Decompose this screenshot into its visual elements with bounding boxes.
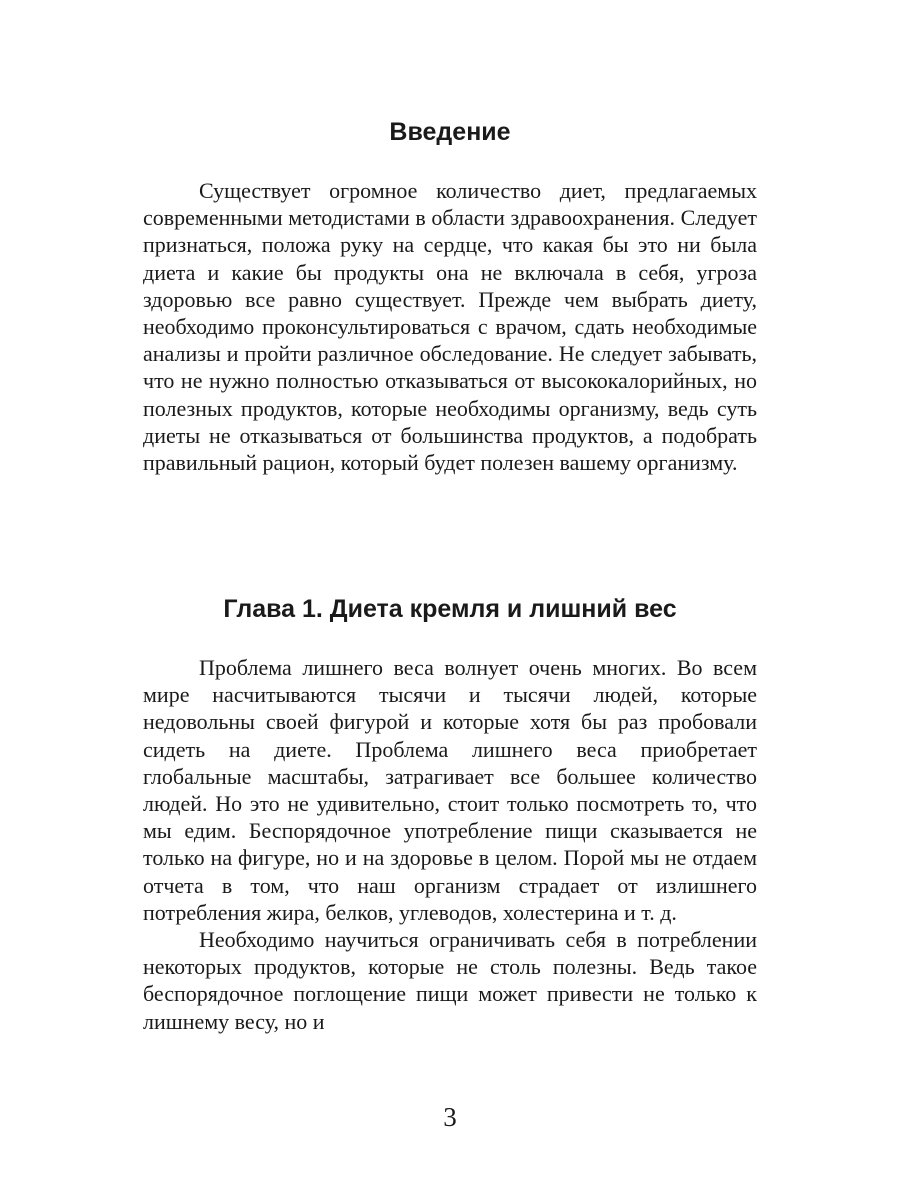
page-number: 3 [443,1102,457,1132]
intro-heading: Введение [389,118,511,146]
chapter-text [143,654,757,1035]
intro-text [143,177,757,476]
chapter-paragraph-2: Необходимо научиться ограничивать себя в потреблении некоторых продуктов, которые не столь полезны. Ведь такое беспорядочное поглощение пищи может привести не только к лишнему весу, но и [143,927,757,1034]
intro-paragraph-1: Существует огромное количество диет, предлагаемых современными методистами в области здравоохранения. Следует признаться, положа руку на сердце, что какая бы это ни была диета и какие бы продукты она не включала в себя, угроза здоровью все равно существует. Прежде чем выбрать диету, необходимо проконсультироваться с врачом, сдать необходимые анализы и пройти различное обследование. Не следует забывать, что не нужно полностью отказываться от высококалорийных, но полезных продуктов, которые необходимы организму, ведь суть диеты не отказываться от большинства продуктов, а подобрать правильный рацион, который будет полезен вашему организму. [143,178,757,476]
chapter-paragraph-1: Проблема лишнего веса волнует очень многих. Во всем мире насчитываются тысячи и тысячи людей, которые недовольны своей фигурой и которые хотя бы раз пробовали сидеть на диете. Проблема лишнего веса приобретает глобальные масштабы, затрагивает все большее количество людей. Но это не удивительно, стоит только посмотреть то, что мы едим. Беспорядочное употребление пищи сказывается не только на фигуре, но и на здоровье в целом. Порой мы не отдаем отчета в том, что наш организм страдает от излишнего потребления жира, белков, углеводов, холестерина и т. д. [143,655,757,925]
chapter-heading: Глава 1. Диета кремля и лишний вес [223,595,677,623]
